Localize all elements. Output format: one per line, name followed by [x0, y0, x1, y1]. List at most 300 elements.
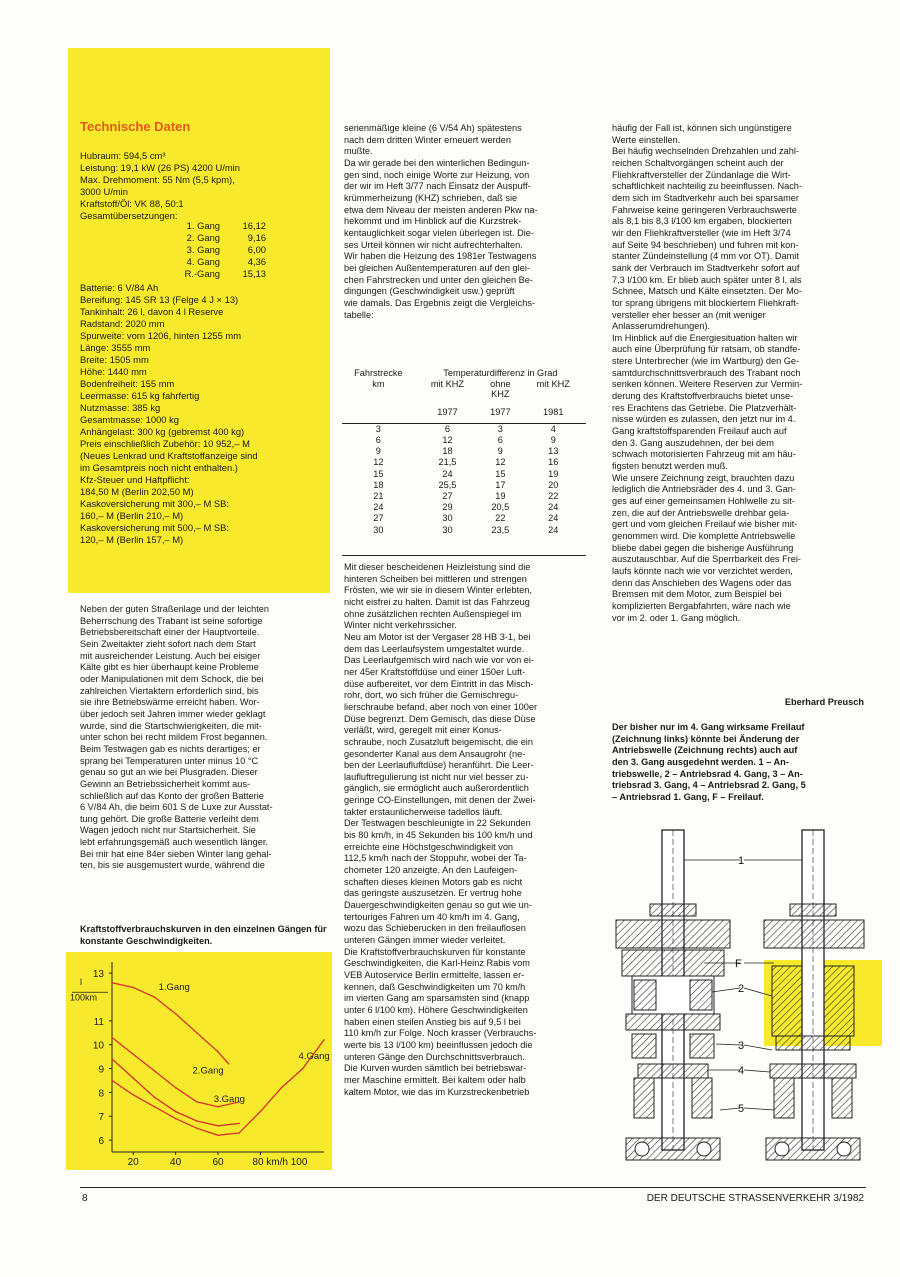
text-line: hekommt und im Hinblick auf die Kurzstrek- [344, 216, 522, 227]
table-cell: 9 [375, 446, 381, 457]
series-label: 3.Gang [213, 1093, 245, 1105]
text-line: laufs könnte nach wie vor verzichtet werden, [612, 565, 793, 576]
text-line: Fahrweise keine geringeren Verbrauchswerte [612, 204, 797, 215]
spec-list-top [80, 150, 328, 222]
x-tick-label: 80 km/h 100 [252, 1157, 308, 1168]
text-line: Die Kurven wurden sämtlich bei betriebswar- [344, 1063, 527, 1074]
text-line: tor sprang übrigens mit blockiertem Fliehkraft- [612, 297, 799, 308]
text-line: Kälte gibt es hier überhaupt keine Probleme [80, 662, 259, 673]
table-cell: 18 [373, 479, 384, 490]
text-line: nicht eisfrei zu halten. Damit ist das Fahrzeug [344, 596, 530, 607]
spec-line: (Neues Lenkrad und Kraftstoffanzeige sind [80, 450, 258, 461]
text-line: Das Leerlaufgemisch wird nach wie vor von ei- [344, 655, 534, 666]
technical-data-title: Technische Daten [80, 119, 191, 134]
table-cell: 30 [373, 524, 384, 535]
text-line: bis 80 km/h, in 45 Sekunden bis 100 km/h und [344, 830, 533, 841]
gear-ratio-label: Gesamtübersetzungen: [80, 210, 178, 221]
text-line: Sein Zweitakter zieht sofort nach dem Start [80, 638, 256, 649]
spec-line: 120,– M (Berlin 157,– M) [80, 534, 184, 545]
text-line: stanter Zündeinstellung (4 mm vor OT). Damit [612, 251, 799, 262]
chart-caption: Kraftstoffverbrauchskurven in den einzelnen Gängen für konstante Geschwindigkeiten. [80, 924, 327, 946]
text-line: schließlich auf das Konto der großen Batterie [80, 790, 264, 801]
data-point [111, 982, 113, 984]
caption-line: triebswelle, 2 – Antriebsrad 4. Gang, 3 – An- [612, 768, 803, 779]
table-row [342, 480, 586, 491]
spec-line: Nutzmasse: 385 kg [80, 402, 161, 413]
gear-row [80, 268, 318, 280]
spec-line: Batterie: 6 V/84 Ah [80, 282, 159, 293]
data-point [132, 987, 134, 989]
table-cell: 9 [497, 446, 503, 457]
text-line: 7,3 l/100 km. Er blieb auch später unter 8 l, als [612, 274, 802, 285]
text-line: Dauergeschwindigkeiten genau so gut wie un- [344, 900, 532, 911]
data-point [196, 1101, 198, 1103]
table-cell: 19 [495, 491, 506, 501]
table-cell: 19 [548, 468, 559, 479]
spec-line: 3000 U/min [80, 186, 128, 197]
text-line: kennen, daß Geschwindigkeiten um 70 km/h [344, 981, 526, 992]
table-row [342, 491, 586, 502]
text-line: bliebe dabei gegen die bisherige Ausführung [612, 542, 794, 553]
text-line: düse aufbereitet, vor dem Eintritt in das Misch- [344, 678, 534, 689]
text-line: takter erstaunlicherweise tadellos läuft. [344, 806, 503, 817]
table-cell: 9 [550, 434, 556, 445]
text-line: auszutauschbar. Auf die Sperrbarkeit des Frei- [612, 554, 801, 565]
table-row [342, 469, 586, 480]
diagram-caption [612, 722, 864, 804]
data-point [323, 1039, 325, 1041]
spec-line: Leermasse: 615 kg fahrfertig [80, 390, 200, 401]
text-line: 112,5 km/h nach der Stoppuhr, wobei der Ta- [344, 853, 527, 864]
diagram-label-2: 2 [738, 983, 745, 995]
text-line: dingungen (Geschwindigkeit usw.) geprüft [344, 286, 515, 297]
footer-rule [80, 1187, 866, 1188]
table-cell: 23,5 [491, 524, 510, 535]
data-point [217, 1051, 219, 1053]
series-label: 2.Gang [192, 1065, 224, 1077]
text-line: Wir haben die Heizung des 1981er Testwagens [344, 251, 537, 262]
spec-line: Max. Drehmoment: 55 Nm (5,5 kpm), [80, 174, 235, 185]
text-line: kaltem Motor, wie das im Kurzstreckenbetrieb [344, 1086, 530, 1097]
text-line: gen sind, noch einige Worte zur Heizung, von [344, 169, 530, 180]
table-cell: 3 [375, 423, 381, 434]
gear-label: 1. Gang [186, 220, 220, 231]
data-point [132, 1094, 134, 1096]
data-point [154, 1106, 156, 1108]
series-label: 4.Gang [298, 1051, 330, 1062]
text-line: figsten benutzt werden muß. [612, 461, 728, 472]
article-column-2-bottom [344, 562, 586, 1098]
text-line: Da wir gerade bei den winterlichen Bedingun- [344, 157, 530, 168]
spec-line: Kaskoversicherung mit 500,– M SB: [80, 522, 230, 533]
text-line: ten, bis sie ausgemustert wurde, während die [80, 860, 265, 871]
text-line: denn das Anschieben des Wagens oder das [612, 577, 792, 588]
text-line: wie damals. Das Ergebnis zeigt die Vergleichs- [344, 297, 535, 308]
left-shaft [616, 830, 730, 1160]
data-point [302, 1068, 304, 1070]
table-cell: 3 [497, 423, 503, 434]
text-line: oder Manipulationen mit dem Schock, die bei [80, 673, 264, 684]
table-cell: 22 [495, 513, 506, 524]
spec-line: Radstand: 2020 mm [80, 318, 165, 329]
text-line: werte bis 13 l/100 km) beeinflussen jedoch die [344, 1039, 533, 1050]
spec-line: Breite: 1505 mm [80, 354, 149, 365]
text-line: dem sich im Stadtverkehr auch bei sparsamer [612, 192, 799, 203]
text-line: gänglich, sie ermöglicht auch außerordentlich [344, 783, 529, 794]
text-line: sank der Verbrauch im Stadtverkehr sofort auf [612, 262, 800, 273]
text-line: kentauglichkeit sogar vielen überlegen ist. Die- [344, 227, 534, 238]
text-line: versteller eher besser an (mit weniger [612, 309, 766, 320]
table-row [342, 424, 586, 435]
x-tick-label: 20 [127, 1157, 139, 1168]
data-point [175, 1111, 177, 1113]
spec-line: Kaskoversicherung mit 300,– M SB: [80, 498, 230, 509]
text-line: Die Kraftstoffverbrauchskurven für konstante [344, 946, 526, 957]
text-line: der wir im Heft 3/77 nach Einsatz der Auspuff- [344, 181, 531, 192]
table-cell: 29 [442, 502, 453, 513]
spec-line: Bodenfreiheit: 155 mm [80, 378, 175, 389]
diagram-label-f: F [735, 958, 742, 970]
freewheel-drawing [604, 820, 886, 1182]
text-line: auch eine Überprüfung für ratsam, ob standfe- [612, 344, 801, 355]
spec-line: Preis einschließlich Zubehör: 10 952,– M [80, 438, 250, 449]
text-line: wurde, sind die Startschwierigkeiten, die mit- [80, 720, 262, 731]
text-line: Der Testwagen beschleunigte in 22 Sekunden [344, 818, 531, 829]
table-cell: 27 [442, 491, 453, 501]
spec-line: Leistung: 19,1 kW (26 PS) 4200 U/min [80, 162, 240, 173]
data-point [260, 1111, 262, 1113]
data-point [217, 1106, 219, 1108]
x-tick-label: 60 [212, 1157, 224, 1168]
text-line: über jedoch seit Jahren immer wieder geklagt [80, 708, 266, 719]
table-header-ohne: ohne [490, 378, 511, 389]
text-line: Gewinn an Betriebssicherheit kommt aus- [80, 778, 251, 789]
spec-line: Länge: 3555 mm [80, 342, 151, 353]
x-tick-label: 40 [170, 1157, 182, 1168]
y-tick-label: 11 [93, 1016, 104, 1028]
spec-line: im Gesamtpreis noch nicht enthalten.) [80, 462, 238, 473]
text-line: vor im 2. oder 1. Gang möglich. [612, 612, 741, 623]
text-line: 6 V/84 Ah, die beim 601 S de Luxe zur Ausstat- [80, 802, 273, 813]
caption-line: – Antriebsrad 1. Gang, F – Freilauf. [612, 791, 764, 802]
text-line: Fliehkraftversteller der Zündanlage die Wirt- [612, 169, 791, 180]
text-line: sie ihre Betriebswärme erreicht haben. Wor- [80, 697, 260, 708]
data-point [154, 996, 156, 998]
table-cell: 24 [548, 513, 559, 524]
text-line: als 8,1 bis 8,3 l/100 km ergaben, blockierten [612, 216, 792, 227]
gear-value: 16,12 [242, 220, 266, 231]
text-line: das geringste auszusetzen. Er vertrug hohe [344, 888, 522, 899]
technical-data-box [68, 48, 330, 593]
text-line: Düse begrenzt. Dem Gemisch, das diese Düse [344, 713, 536, 724]
table-header-mit-khz-2: mit KHZ [536, 378, 570, 389]
text-line: lebt erfahrungsgemäß auch wesentlich länger. [80, 837, 268, 848]
text-line: auf Seite 94 beschrieben) und fuhren mit kon- [612, 239, 799, 250]
table-row [342, 513, 586, 524]
table-header-year: 1981 [543, 407, 564, 418]
table-row [342, 435, 586, 446]
text-line: zahlreichen Viertaktern erforderlich sind, bis [80, 685, 259, 696]
text-line: Neben der guten Straßenlage und der leichten [80, 604, 269, 614]
diagram-label-5: 5 [738, 1103, 745, 1115]
gear-label: 4. Gang [186, 256, 220, 267]
text-line: Winter nicht verkehrssicher. [344, 620, 457, 631]
caption-line: Der bisher nur im 4. Gang wirksame Freilauf [612, 722, 805, 732]
text-line: etwa dem Niveau der meisten anderen Pkw na- [344, 204, 538, 215]
text-line: Bei mir hat eine 84er sieben Winter lang gehal- [80, 848, 272, 859]
table-header-year: 1977 [437, 407, 458, 418]
text-line: unteren Gängen immer wieder verleitet. [344, 935, 506, 945]
table-cell: 18 [442, 446, 453, 457]
heating-comparison-table [342, 368, 586, 536]
article-column-1 [80, 604, 332, 872]
article-column-3 [612, 123, 864, 624]
text-line: Bremsen mit dem Motor, zum Beispiel bei [612, 589, 782, 600]
article-column-2-top [344, 123, 586, 321]
data-point [281, 1087, 283, 1089]
text-line: Im Hinblick auf die Energiesituation halten wir [612, 332, 798, 343]
text-line: Beim Testwagen gab es nichts derartiges; er [80, 743, 261, 754]
diagram-label-4: 4 [738, 1065, 745, 1077]
table-cell: 12 [442, 434, 453, 445]
series-label: 1.Gang [158, 981, 190, 993]
table-header-km: km [372, 378, 385, 389]
text-line: bei gleichen Außentemperaturen auf den glei- [344, 262, 530, 273]
text-line: erreichte eine Höchstgeschwindigkeit von [344, 841, 514, 852]
gear-value: 6,00 [247, 244, 266, 255]
text-line: Beherrschung des Trabant ist seine sofortige [80, 615, 263, 626]
data-point [154, 1096, 156, 1098]
text-line: reichen Schaltvorgängen scheint auch der [612, 157, 784, 168]
gear-label: R.-Gang [184, 268, 220, 279]
text-line: laufluftregulierung ist nicht nur viel besser zu- [344, 771, 529, 782]
data-point [111, 1058, 113, 1060]
spec-line: Bereifung: 145 SR 13 (Felge 4 J × 13) [80, 294, 239, 305]
data-point [196, 1032, 198, 1034]
spec-line: Spurweite: vorn 1206, hinten 1255 mm [80, 330, 242, 341]
text-line: senken können. Weitere Reserven zur Vermin- [612, 379, 803, 390]
text-line: ner 45er Kraftstoffdüse und einer 150er Luft- [344, 666, 526, 677]
table-cell: 24 [548, 502, 559, 513]
text-line: tertouriges Fahren um 40 km/h im 4. Gang, [344, 911, 520, 922]
gear-value: 4,36 [247, 256, 266, 267]
spec-line: Kraftstoff/Öl: VK 88, 50:1 [80, 198, 184, 209]
text-line: genau so gut an wie bei Plusgraden. Dieser [80, 767, 258, 778]
spec-line: 160,– M (Berlin 210,– M) [80, 510, 184, 521]
text-line: Mit dieser bescheidenen Heizleistung sind die [344, 562, 531, 572]
data-point [217, 1125, 219, 1127]
table-row [342, 446, 586, 457]
text-line: zen, die auf der Antriebswelle drehbar gela- [612, 507, 790, 518]
table-cell: 24 [373, 502, 384, 513]
text-line: verläßt, wird, geregelt mit einer Konus- [344, 725, 502, 736]
table-cell: 20,5 [491, 502, 510, 513]
y-tick-label: 8 [98, 1088, 104, 1100]
y-axis-label-unit: 100km [70, 992, 98, 1003]
text-line: Schnee, Matsch und Kälte einsetzten. Der Mo- [612, 286, 802, 297]
data-point [175, 1013, 177, 1015]
table-cell: 24 [442, 468, 453, 479]
gear-ratio-list [80, 220, 318, 280]
data-point [154, 1070, 156, 1072]
text-line: Gang kraftstoffsparenden Freilauf auch auf [612, 426, 787, 437]
text-line: im vierten Gang am sparsamsten sind (knapp [344, 993, 530, 1004]
text-line: wir den Fliehkraftversteller (wie im Heft 3/74 [612, 227, 791, 238]
data-point [175, 1087, 177, 1089]
spec-line: Höhe: 1440 mm [80, 366, 147, 377]
fuel-consumption-chart [66, 952, 332, 1170]
text-line: chen Fahrstrecken und unter den gleichen Be- [344, 274, 533, 285]
table-cell: 30 [442, 524, 453, 535]
text-line: tung gehört. Die große Batterie verleiht dem [80, 813, 259, 824]
gear-row [80, 232, 318, 244]
text-line: ges auf einer gemeinsamen Hohlwelle zu sit- [612, 496, 795, 506]
text-line: dem das Leerlaufsystem umgestaltet wurde. [344, 643, 525, 654]
spec-line: 184,50 M (Berlin 202,50 M) [80, 486, 194, 497]
text-line: nach dem dritten Winter erneuert werden [344, 134, 511, 145]
table-row [342, 525, 586, 536]
table-cell: 16 [548, 457, 559, 468]
text-line: unter 6 l/100 km). Höhere Geschwindigkeiten [344, 1004, 528, 1015]
table-cell: 27 [373, 513, 384, 524]
text-line: Werte einstellen. [612, 134, 681, 145]
text-line: Bei häufig wechselnden Drehzahlen und zahl- [612, 146, 799, 157]
text-line: genommen wird. Die komplette Antriebswelle [612, 530, 796, 541]
spec-line: Tankinhalt: 26 l, davon 4 l Reserve [80, 306, 224, 317]
text-line: 110 km/h zur Folge. Noch krasser (Verbrauchs- [344, 1028, 537, 1039]
table-cell: 6 [444, 423, 451, 434]
text-line: Wagen jedoch nicht nur Startsicherheit. Sie [80, 825, 256, 836]
gear-row [80, 256, 318, 268]
text-line: derung des Kraftstoffverbrauchs bietet unse- [612, 391, 794, 402]
table-cell: 15 [495, 468, 506, 479]
gear-value: 15,13 [242, 268, 266, 279]
text-line: mer Maschine ermittelt. Bei kaltem oder halb [344, 1074, 526, 1085]
table-cell: 24 [548, 524, 559, 535]
table-header-temp: Temperaturdifferenz in Grad [443, 368, 558, 378]
table-header-strecke: Fahrstrecke [354, 368, 403, 378]
table-cell: 22 [548, 491, 559, 501]
caption-line: den 3. Gang ausgedehnt werden. 1 – An- [612, 756, 789, 767]
text-line: lediglich die Antriebsräder des 4. und 3. Gan- [612, 484, 796, 495]
text-line: komplizierten Bergabfahrten, wäre nach wie [612, 600, 791, 611]
y-tick-label: 9 [98, 1064, 104, 1076]
text-line: geringe CO-Einstellungen, mit denen der Zwei- [344, 795, 536, 806]
text-line: chometer 120 anzeigte. An den Laufeigen- [344, 865, 518, 876]
magazine-title: DER DEUTSCHE STRASSENVERKEHR 3/1982 [646, 1193, 864, 1204]
text-line: ben der Leerlaufluftdüse) heranführt. Die Leer- [344, 760, 534, 771]
text-line: rohr, dort, wo sich früher die Gemischregu- [344, 690, 519, 701]
gear-row [80, 244, 318, 256]
table-cell: 25,5 [438, 479, 457, 490]
text-line: gesonderter Kanal aus dem Ansaugrohr (ne- [344, 748, 526, 759]
data-point [238, 1123, 240, 1125]
table-bottom-rule [342, 555, 586, 556]
text-line: nisse würden es zulassen, den jetzt nur im 4. [612, 414, 796, 425]
text-line: mußte. [344, 146, 373, 157]
y-tick-label: 7 [98, 1112, 104, 1124]
table-cell: 12 [495, 457, 506, 468]
diagram-label-1: 1 [738, 855, 745, 867]
table-cell: 20 [548, 479, 559, 490]
spec-line: Gesamtmasse: 1000 kg [80, 414, 180, 425]
text-line: den 3. Gang auszudehnen, der bei dem [612, 437, 774, 448]
text-line: samtdurchschnittsverbrauch des Trabant noch [612, 367, 801, 378]
table-cell: 12 [373, 457, 384, 468]
text-line: hinteren Scheiben bei mittleren und strengen [344, 573, 527, 584]
text-line: schwach motorisierten Fahrzeug mit am häu- [612, 449, 796, 460]
text-line: schaftlichkeit nachteilig zu beeinflussen. Nach- [612, 181, 802, 192]
data-point [175, 1118, 177, 1120]
text-line: schraube, noch Zusatzluft beigemischt, die ein [344, 736, 533, 747]
caption-line: triebsrad 3. Gang, 4 – Antriebsrad 2. Gang, 5 [612, 780, 806, 791]
page-number: 8 [82, 1193, 88, 1204]
table-cell: 4 [550, 423, 556, 434]
text-line: Anlasserumdrehungen). [612, 321, 711, 332]
text-line: Neu am Motor ist der Vergaser 28 HB 3-1, bei [344, 631, 531, 642]
text-line: stere Unterbrecher (wie im Wartburg) den Ge- [612, 356, 800, 367]
text-line: wozu das Schieberucken in den freilauflosen [344, 923, 526, 934]
data-point [196, 1120, 198, 1122]
data-point [132, 1053, 134, 1055]
text-line: serienmäßige kleine (6 V/54 Ah) spätestens [344, 123, 522, 133]
text-line: lierschraube befand, aber noch von einer 100er [344, 701, 538, 712]
caption-line: (Zeichnung links) könnte bei Änderung der [612, 733, 800, 744]
table-cell: 21,5 [438, 457, 457, 468]
spec-list-bottom [80, 282, 328, 546]
text-line: Betriebsbereitschaft einer der Hauptvorteile. [80, 627, 260, 638]
table-row [342, 457, 586, 468]
text-line: VEB Autoservice Berlin ermittelte, lassen er- [344, 969, 525, 980]
data-point [111, 1080, 113, 1082]
y-tick-label: 6 [98, 1136, 104, 1148]
data-point [196, 1127, 198, 1129]
table-cell: 15 [373, 468, 384, 479]
spec-line: Kfz-Steuer und Haftpflicht: [80, 474, 190, 485]
diagram-label-3: 3 [738, 1040, 745, 1052]
table-cell: 6 [497, 434, 503, 445]
text-line: Frösten, wie wir sie in diesem Winter erlebten, [344, 585, 532, 596]
table-header-khz: KHZ [491, 389, 510, 400]
gear-row [80, 220, 318, 232]
fuel-consumption-chart-box [66, 952, 332, 1170]
table-cell: 30 [442, 513, 453, 524]
data-point [228, 1063, 230, 1065]
table-cell: 21 [373, 491, 384, 501]
y-tick-label: 10 [92, 1040, 104, 1052]
text-line: unter schon bei recht mildem Frost begannen. [80, 732, 268, 743]
text-line: krümmerheizung (KHZ) schrieben, daß sie [344, 192, 518, 203]
right-shaft [764, 830, 864, 1160]
text-line: sprang bei Temperaturen unter minus 10 °C [80, 755, 259, 766]
text-line: Geschwindigkeiten, die Karl-Heinz Rabis vom [344, 958, 530, 969]
text-line: schaften dieses kleinen Motors gab es nicht [344, 876, 523, 887]
text-line: ohne zusätzlichen rechten Außenspiegel im [344, 608, 522, 619]
text-line: haben einen steilen Anstieg bis auf 9,5 l bei [344, 1016, 521, 1027]
data-point [238, 1132, 240, 1134]
y-axis-label: l [80, 977, 82, 988]
text-line: gert und vom gleichen Freilauf wie bisher mit- [612, 519, 798, 530]
table-header-year: 1977 [490, 407, 511, 418]
data-point [111, 1037, 113, 1039]
gear-label: 2. Gang [186, 232, 220, 243]
table-row [342, 502, 586, 513]
spec-line: Hubraum: 594,5 cm³ [80, 150, 166, 161]
text-line: mit ausreichender Leistung. Auch bei eisiger [80, 650, 261, 661]
text-line: res Erachtens das Getriebe. Die Platzverhält- [612, 402, 797, 413]
text-line: unteren Gänge den Durchschnittsverbrauch. [344, 1051, 525, 1062]
author-name: Eberhard Preusch [784, 697, 864, 707]
